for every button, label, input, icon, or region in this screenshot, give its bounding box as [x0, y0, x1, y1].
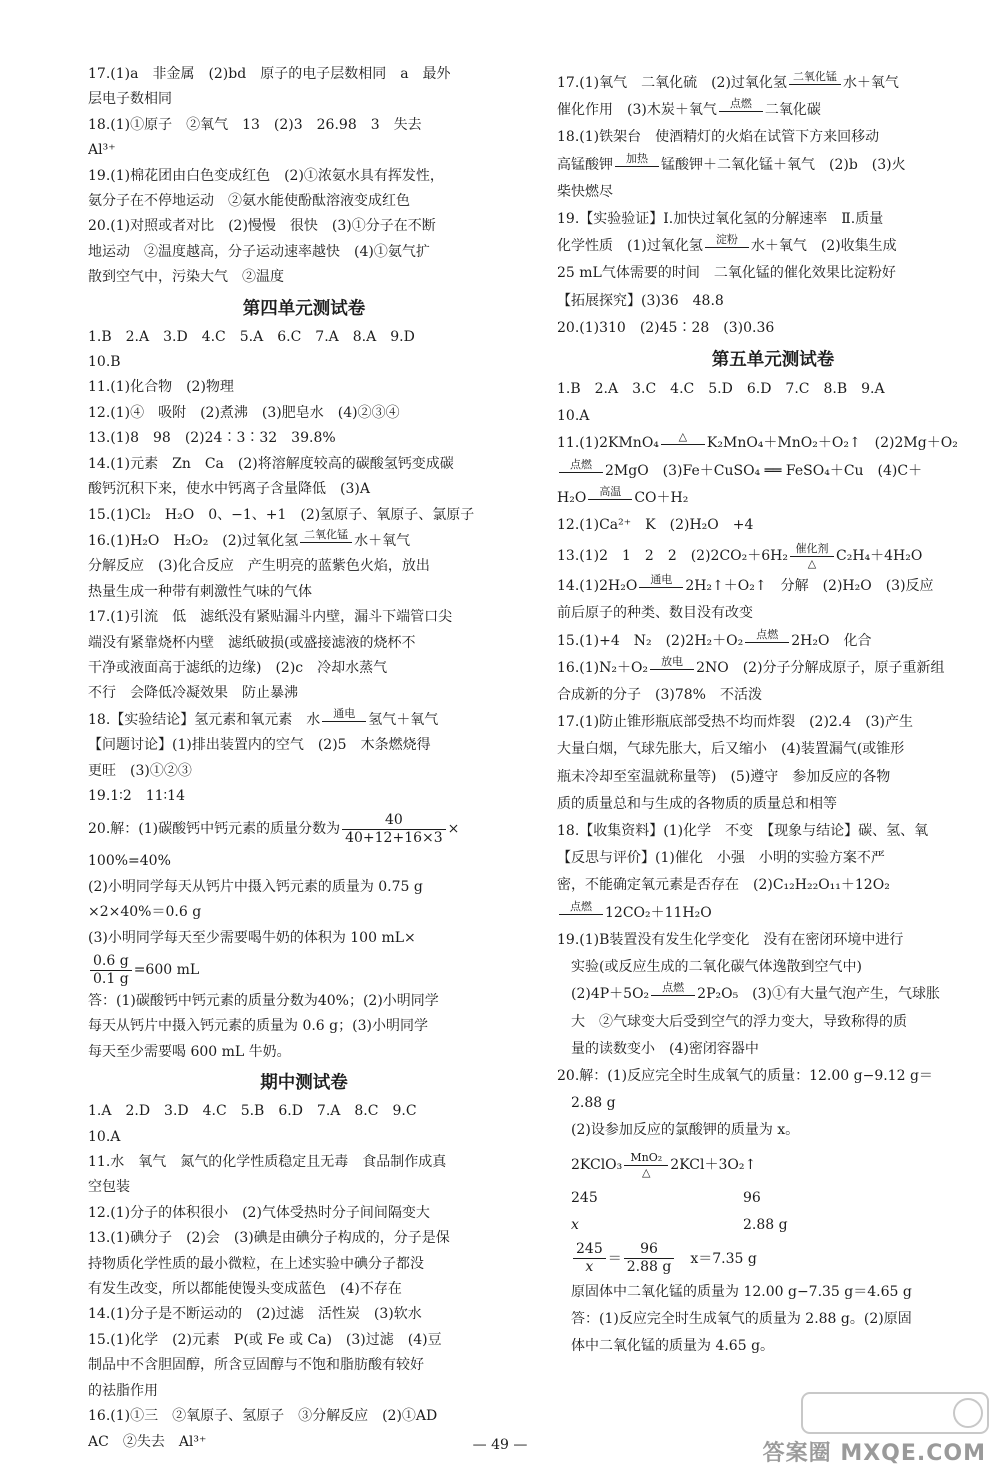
text-run: 锰酸钾＋二氧化锰＋氧气 (2)b (3)火 [661, 156, 906, 173]
reaction-condition: 点燃 [719, 97, 763, 112]
equation-line [557, 70, 989, 97]
answer-19 [557, 206, 989, 315]
answer-20: 20.(1)310 (2)45∶28 (3)0.36 [557, 319, 775, 336]
text-run: 氢气＋氧气 [368, 711, 439, 728]
right-column [557, 70, 989, 1361]
unit4-answer-15: 15.(1)Cl₂ H₂O 0、−1、+1 (2)氢原子、氧原子、氯原子 [88, 506, 475, 523]
answer-line: 量的读数变小 (4)密闭容器中 [571, 1040, 759, 1057]
answer-line: 19.【实验验证】Ⅰ.加快过氧化氢的分解速率 Ⅱ.质量 [557, 211, 884, 228]
mc-answers: 10.A [557, 408, 590, 425]
unit4-answer-12: 12.(1)④ 吸附 (2)煮沸 (3)肥皂水 (4)②③④ [88, 404, 400, 421]
mc-answers: 10.B [88, 354, 121, 371]
text-run: 2KClO₃ [571, 1156, 623, 1173]
text-run: 2H₂↑＋O₂↑ 分解 (2)H₂O (3)反应 [685, 578, 934, 595]
unit4-answer-13: 13.(1)8 98 (2)24∶3∶32 39.8% [88, 430, 336, 447]
answer-line: 瓶未冷却至室温就称量等) (5)遵守 参加反应的各物 [557, 768, 891, 785]
proportion-line: $\frac{245}{x}$ ＝ $\frac{96}{2.88 g}$ x＝7.35 g [557, 1239, 989, 1279]
answer-line: 的祛脂作用 [88, 1382, 158, 1399]
text-run: x＝7.35 g [690, 1250, 757, 1267]
answer-line: 2.88 g [571, 1095, 616, 1112]
answer-17 [88, 62, 520, 113]
equation-line [557, 458, 989, 485]
answer-line: 11.水 氧气 氮气的化学性质稳定且无毒 食品制作成真 [88, 1154, 447, 1171]
reaction-condition-below: △ [642, 1165, 651, 1179]
text-run: 高锰酸钾 [557, 156, 613, 173]
text-run: 20.解：(1)碳酸钙中钙元素的质量分数为 [88, 821, 341, 838]
reaction-condition: 催化剂 [790, 542, 834, 557]
answer-line: 100%=40% [88, 853, 171, 870]
reaction-arrow [615, 152, 659, 178]
answer-line: ×2×40%＝0.6 g [88, 904, 202, 921]
text-run: =600 mL [133, 962, 200, 978]
answer-line: 25 mL气体需要的时间 二氧化锰的催化效果比淀粉好 [557, 265, 896, 282]
answer-line: 18.(1)①原子 ②氧气 13 (2)3 26.98 3 失去 [88, 116, 422, 133]
text-run: 水＋氧气 [842, 75, 899, 91]
watermark-text: 答案圈 MXQE.COM [762, 1441, 986, 1466]
reaction-condition: 加热 [615, 152, 659, 167]
answer-line: AC ②失去 Al³⁺ [88, 1433, 207, 1450]
equation-line [88, 528, 520, 554]
unit4-answer-11: 11.(1)化合物 (2)物理 [88, 379, 234, 396]
unit5-answer-11 [557, 430, 989, 512]
equation-line [557, 97, 989, 124]
answer-line: 质的质量总和与生成的各物质的质量总和相等 [557, 795, 837, 812]
unit4-answer-18 [88, 707, 520, 784]
text-run: 催化作用 (3)木炭＋氧气 [557, 102, 717, 119]
equation-line [557, 981, 989, 1008]
fraction-numerator: 96 [624, 1241, 675, 1259]
mc-answers: 1.B 2.A 3.C 4.C 5.D 6.D 7.C 8.B 9.A [557, 381, 885, 398]
answer-line: 16.(1)①三 ②氧原子、氢原子 ③分解反应 (2)①AD [88, 1408, 438, 1425]
section-title-midterm: 期中测试卷 [260, 1073, 348, 1094]
text-run: 11.(1)2KMnO₄ [557, 435, 659, 452]
answer-17 [557, 70, 989, 124]
unit5-answer-18 [557, 818, 989, 927]
fraction-denominator: 40+12+16×3 [345, 829, 443, 846]
unit5-answer-19 [557, 927, 989, 1063]
midterm-answer-14: 14.(1)分子是不断运动的 (2)过滤 活性炭 (3)软水 [88, 1306, 422, 1323]
equation-line [557, 1145, 989, 1185]
answer-line: 17.(1)防止锥形瓶底部受热不均而炸裂 (2)2.4 (3)产生 [557, 714, 914, 731]
equation-line [557, 485, 989, 512]
answer-line: 合成新的分子 (3)78% 不活泼 [557, 687, 762, 704]
answer-line: 密，不能确定氧元素是否存在 (2)C₁₂H₂₂O₁₁＋12O₂ [557, 877, 890, 894]
answer-line: 答：(1)反应完全时生成氧气的质量为 2.88 g。(2)原固 [571, 1311, 912, 1328]
text-run: 二氧化碳 [764, 102, 821, 119]
equation-line [557, 573, 989, 600]
unit4-answer-20 [88, 809, 520, 1065]
fraction [624, 1241, 675, 1276]
reaction-arrow [789, 70, 841, 96]
equation-line [557, 430, 989, 457]
answer-line: 每天从钙片中摄入钙元素的质量为 0.6 g；(3)小明同学 [88, 1018, 428, 1035]
text-run: 水＋氧气 (2)收集生成 [750, 238, 897, 255]
reaction-condition: 通电 [639, 573, 683, 588]
answer-line: 【反思与评价】(1)催化 小强 小明的实验方案不严 [557, 850, 885, 867]
answer-line: 15.(1)化学 (2)元素 P(或 Fe 或 Ca) (3)过滤 (4)豆 [88, 1331, 442, 1348]
stoich-value: 245 [571, 1189, 598, 1206]
midterm-answer-12: 12.(1)分子的体积很小 (2)气体受热时分子间间隔变大 [88, 1204, 430, 1221]
text-run: H₂O [557, 489, 587, 506]
midterm-answer-13 [88, 1226, 520, 1302]
answer-line: 18.(1)铁架台 使酒精灯的火焰在试管下方来回移动 [557, 129, 880, 146]
equation-line [88, 809, 520, 849]
text-run: 2P₂O₅ (3)①有大量气泡产生，气球胀 [697, 986, 941, 1003]
reaction-arrow [651, 981, 695, 1007]
answer-line: 18.【收集资料】(1)化学 不变 【现象与结论】碳、氢、氧 [557, 823, 929, 840]
answer-line: (3)小明同学每天至少需要喝牛奶的体积为 100 mL× [88, 929, 416, 946]
unit5-answer-17 [557, 709, 989, 818]
answer-18 [557, 124, 989, 206]
text-run: C₂H₄＋4H₂O [836, 548, 923, 565]
answer-line: 热量生成一种带有刺激性气味的气体 [88, 583, 312, 600]
text-run: 2KCl＋3O₂↑ [670, 1156, 757, 1173]
page-number: — 49 — [472, 1437, 528, 1453]
reaction-condition: 淀粉 [705, 233, 749, 248]
reaction-arrow [719, 97, 763, 123]
mc-answers: 10.A [88, 1128, 121, 1145]
left-column [88, 62, 520, 1455]
answer-line: 20.(1)对照或者对比 (2)慢慢 很快 (3)①分子在不断 [88, 218, 436, 235]
fraction [573, 1241, 606, 1276]
unit5-answer-20 [557, 1063, 989, 1361]
text-run: 14.(1)2H₂O [557, 578, 638, 595]
answer-line: 柴快燃尽 [557, 183, 613, 200]
answer-line: 大 ②气球变大后受到空气的浮力变大，导致称得的质 [571, 1013, 907, 1030]
fraction-numerator: 0.6 g [90, 953, 132, 971]
answer-line: 不行 会降低冷凝效果 防止暴沸 [88, 685, 298, 702]
fraction [90, 953, 132, 988]
text-run: CO＋H₂ [634, 489, 689, 506]
text-run: × [447, 821, 460, 838]
midterm-answer-11 [88, 1150, 520, 1201]
answer-line: 层电子数相同 [88, 91, 172, 108]
reaction-arrow [624, 1151, 668, 1179]
reaction-arrow [322, 707, 366, 733]
unit5-answer-14 [557, 573, 989, 627]
reaction-condition: 放电 [650, 655, 694, 670]
fraction-denominator: 0.1 g [93, 970, 129, 987]
reaction-condition: 通电 [322, 707, 366, 722]
reaction-condition: 点燃 [559, 900, 603, 915]
stoich-value: 2.88 g [743, 1216, 788, 1233]
text-run: 17.(1)氧气 二氧化硫 (2)过氧化氢 [557, 75, 787, 91]
reaction-condition: 二氧化锰 [789, 70, 841, 85]
reaction-arrow [705, 233, 749, 259]
answer-line: 持物质化学性质的最小微粒，在上述实验中碘分子都没 [88, 1255, 424, 1272]
text-run: 16.(1)N₂＋O₂ [557, 659, 649, 676]
answer-line: 19.(1)棉花团由白色变成红色 (2)①浓氨水具有挥发性， [88, 167, 444, 184]
unit4-answer-17 [88, 605, 520, 707]
answer-line: 17.(1)a 非金属 (2)bd 原子的电子层数相同 a 最外 [88, 66, 451, 82]
unit5-answer-12: 12.(1)Ca²⁺ K (2)H₂O +4 [557, 517, 754, 534]
answer-line: 原固体中二氧化锰的质量为 12.00 g−7.35 g＝4.65 g [571, 1283, 912, 1300]
text-run: 16.(1)H₂O H₂O₂ (2)过氧化氢 [88, 532, 299, 549]
reaction-arrow [650, 655, 694, 681]
text-run: 水＋氧气 [354, 532, 411, 549]
reaction-condition: 点燃 [651, 981, 695, 996]
text-run: K₂MnO₄＋MnO₂＋O₂↑ (2)2Mg＋O₂ [706, 435, 958, 452]
reaction-arrow [661, 430, 705, 456]
equation-line [557, 655, 989, 682]
reaction-condition: 二氧化锰 [300, 528, 352, 543]
fraction-numerator: 245 [573, 1241, 606, 1259]
reaction-arrow [559, 900, 603, 926]
answer-line: 散到空气中，污染大气 ②温度 [88, 269, 284, 286]
answer-line: 19.(1)B装置没有发生化学变化 没有在密闭环境中进行 [557, 931, 904, 948]
text-run: 2NO (2)分子分解成原子，原子重新组 [696, 659, 945, 676]
stoich-row [557, 1185, 989, 1212]
mc-answers: 1.B 2.A 3.D 4.C 5.A 6.C 7.A 8.A 9.D [88, 328, 415, 345]
reaction-arrow [790, 542, 834, 570]
reaction-condition: 高温 [588, 485, 632, 500]
answer-line: 答：(1)碳酸钙中钙元素的质量分数为40%；(2)小明同学 [88, 993, 439, 1009]
answer-line: 分解反应 (3)化合反应 产生明亮的蓝紫色火焰，放出 [88, 558, 430, 575]
answer-line: 【问题讨论】(1)排出装置内的空气 (2)5 木条燃烧得 [88, 737, 431, 754]
unit5-answer-13 [557, 539, 989, 573]
fraction-denominator: x [585, 1259, 594, 1276]
reaction-condition-below: △ [807, 557, 817, 571]
answer-line: 20.解：(1)反应完全时生成氧气的质量：12.00 g−9.12 g＝ [557, 1067, 933, 1084]
section-title-unit5: 第五单元测试卷 [711, 350, 835, 371]
reaction-arrow [300, 528, 352, 554]
answer-line: 有发生改变，所以都能使馒头变成蓝色 (4)不存在 [88, 1281, 402, 1298]
answer-line: (2)设参加反应的氯酸钾的质量为 x。 [571, 1122, 800, 1139]
reaction-arrow [588, 485, 632, 511]
section-title-unit4: 第四单元测试卷 [242, 298, 366, 319]
answer-line: 14.(1)元素 Zn Ca (2)将溶解度较高的碳酸氢钙变成碳 [88, 455, 454, 472]
answer-20 [88, 214, 520, 290]
unit5-answer-16 [557, 655, 989, 709]
answer-line: 前后原子的种类、数目没有改变 [557, 605, 753, 622]
answer-line: 【拓展探究】(3)36 48.8 [557, 292, 724, 309]
answer-line: 空包装 [88, 1179, 130, 1196]
answer-line: 17.(1)引流 低 滤纸没有紧贴漏斗内壁，漏斗下端管口尖 [88, 609, 453, 626]
reaction-condition: 点燃 [745, 628, 789, 643]
answer-line: 更旺 (3)①②③ [88, 762, 192, 779]
stoich-row [557, 1212, 989, 1239]
reaction-arrow [639, 573, 683, 599]
answer-line: 体中二氧化锰的质量为 4.65 g。 [571, 1338, 775, 1355]
fraction [342, 812, 446, 847]
unit4-answer-14 [88, 452, 520, 503]
answer-line: 实验(或反应生成的二氧化碳气体逸散到空气中) [571, 959, 862, 976]
text-run: 化学性质 (1)过氧化氢 [557, 238, 703, 255]
text-run: 2H₂O 化合 [791, 632, 872, 649]
answer-19 [88, 164, 520, 215]
text-run: 15.(1)+4 N₂ (2)2H₂＋O₂ [557, 632, 744, 649]
answer-line: 酸钙沉积下来，使水中钙离子含量降低 (3)A [88, 481, 370, 498]
reaction-condition: MnO₂ [624, 1151, 668, 1166]
answer-line: (2)小明同学每天从钙片中摄入钙元素的质量为 0.75 g [88, 878, 423, 895]
reaction-condition: △ [661, 430, 705, 445]
text-run: 12CO₂＋11H₂O [605, 904, 712, 921]
answer-line: Al³⁺ [88, 142, 116, 159]
answer-line: 端没有紧靠烧杯内壁 滤纸破损(或盛接滤液的烧杯不 [88, 634, 416, 651]
equation-line [557, 900, 989, 927]
answer-line: 大量白烟，气球先胀大，后又缩小 (4)装置漏气(或锥形 [557, 741, 905, 758]
equation-line [557, 233, 989, 260]
reaction-arrow [559, 458, 603, 484]
text-run: 2MgO (3)Fe＋CuSO₄ ══ FeSO₄＋Cu (4)C＋ [605, 462, 923, 479]
text-run: 18.【实验结论】氢元素和氧元素 水 [88, 711, 321, 728]
reaction-condition: 点燃 [559, 458, 603, 473]
unit4-answer-16 [88, 528, 520, 605]
stoich-value: x [571, 1216, 579, 1233]
answer-line: 每天至少需要喝 600 mL 牛奶。 [88, 1043, 291, 1060]
answer-18 [88, 113, 520, 164]
text-run: (2)4P＋5O₂ [571, 986, 650, 1003]
answer-line: 制品中不含胆固醇，所含豆固醇与不饱和脂肪酸有较好 [88, 1357, 424, 1374]
mc-answers: 1.A 2.D 3.D 4.C 5.B 6.D 7.A 8.C 9.C [88, 1103, 417, 1120]
fraction-numerator: 40 [342, 812, 446, 830]
unit5-answer-15 [557, 628, 989, 655]
equation-line [88, 707, 520, 733]
reaction-arrow [745, 628, 789, 654]
answer-line: 干净或液面高于滤纸的边缘) (2)c 冷却水蒸气 [88, 659, 388, 676]
midterm-answer-15 [88, 1328, 520, 1404]
equation-line [557, 152, 989, 179]
unit4-answer-19: 19.1∶2 11∶14 [88, 787, 185, 804]
answer-line: 地运动 ②温度越高，分子运动速率越快 (4)①氨气扩 [88, 243, 430, 260]
equation-line [88, 951, 520, 989]
text-run: 13.(1)2 1 2 2 (2)2CO₂＋6H₂ [557, 548, 788, 565]
answer-line: 13.(1)碘分子 (2)会 (3)碘是由碘分子构成的，分子是保 [88, 1230, 450, 1247]
answer-line: 氨分子在不停地运动 ②氨水能使酚酞溶液变成红色 [88, 193, 410, 210]
fraction-denominator: 2.88 g [626, 1259, 672, 1276]
stoich-value: 96 [743, 1189, 761, 1206]
